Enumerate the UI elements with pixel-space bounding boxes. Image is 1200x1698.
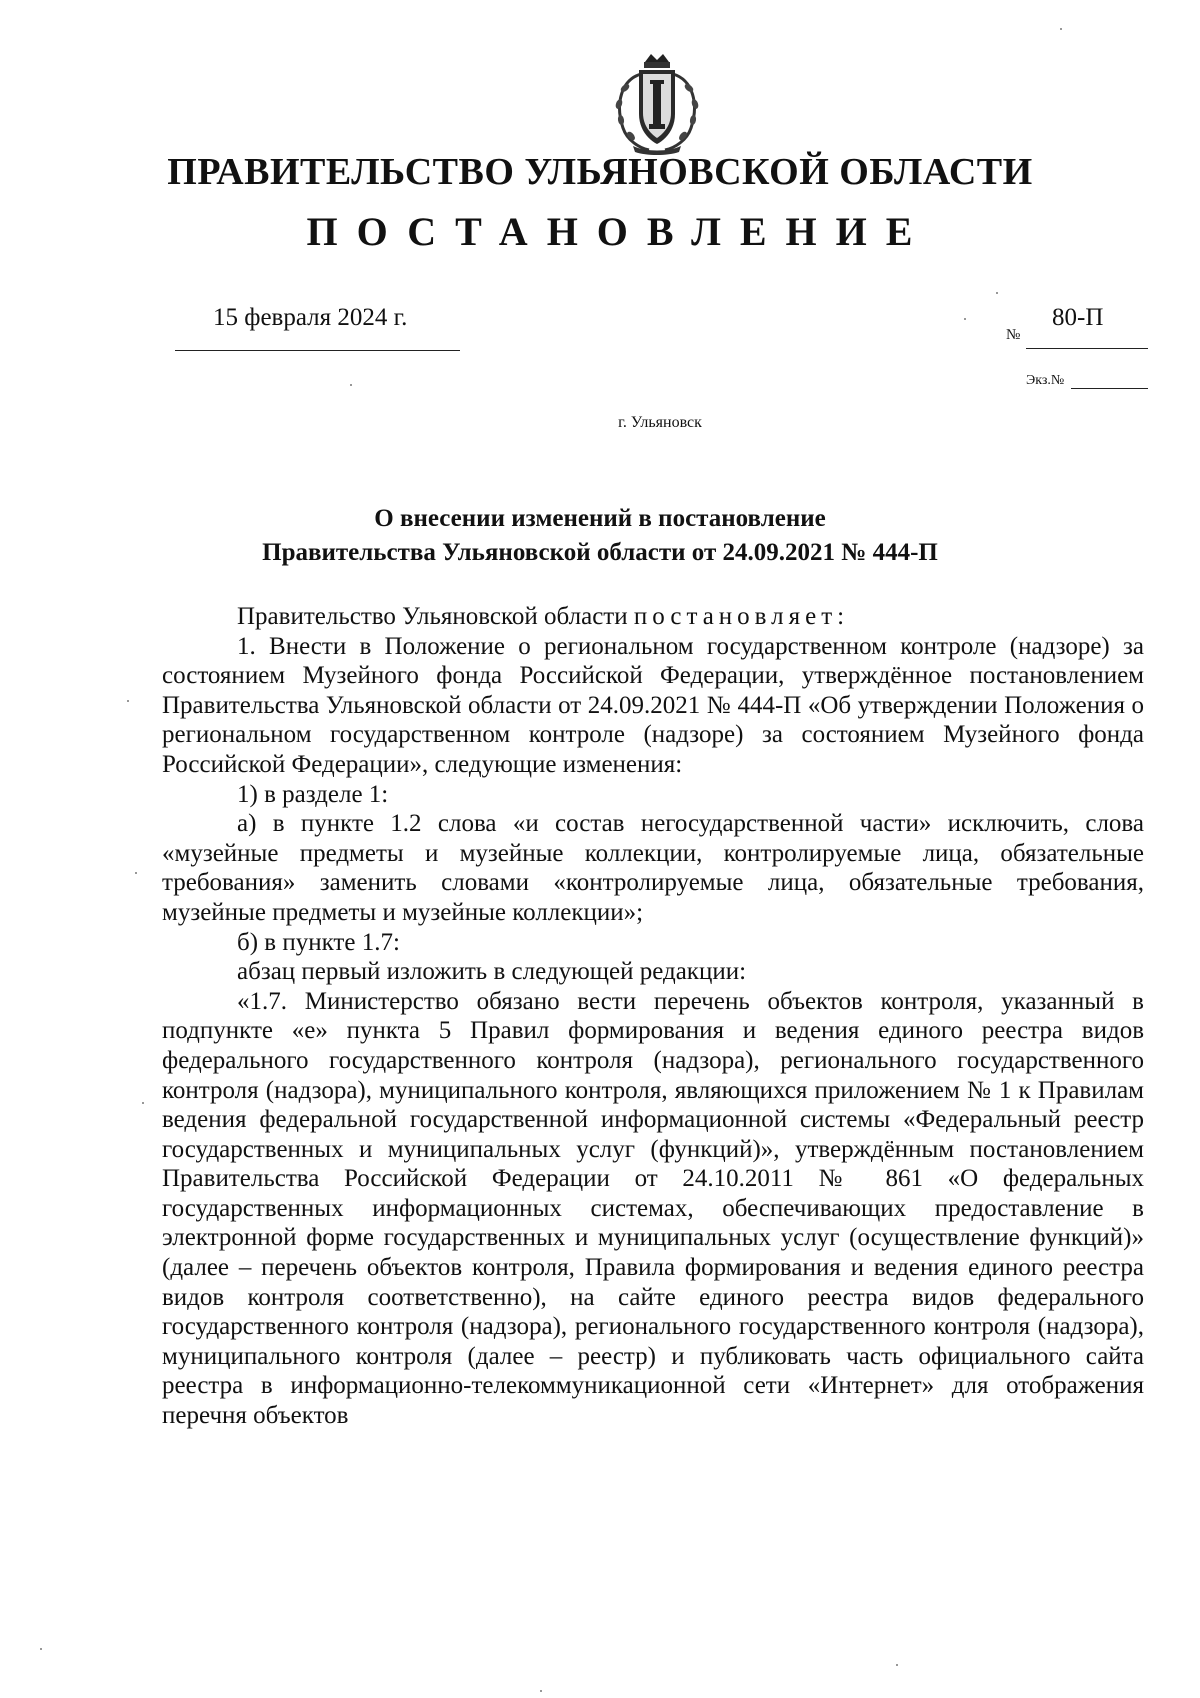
subject-line-2: Правительства Ульяновской области от 24.09.2021 № 444-П: [262, 539, 938, 566]
resolves-paragraph: [162, 602, 1144, 632]
scan-speck: [127, 700, 129, 702]
scan-speck: [142, 1102, 144, 1104]
scan-speck: [964, 318, 966, 320]
scan-speck: [135, 872, 137, 874]
paragraph-item-a: а) в пункте 1.2 слова «и состав негосударственной части» исключить, слова «музейные предметы и музейные коллекции, контролируемые лица, обязательные требования» заменить словами «контролируемые лица, обязательные требования, музейные предметы и музейные коллекции»;: [162, 810, 1144, 926]
resolves-word: постановляет: [633, 603, 838, 630]
document-subject: [0, 502, 1200, 570]
organization-title: ПРАВИТЕЛЬСТВО УЛЬЯНОВСКОЙ ОБЛАСТИ: [167, 151, 1033, 193]
scan-speck: [350, 384, 352, 386]
paragraph-section-1: 1) в разделе 1:: [237, 780, 389, 808]
number-sign: №: [1006, 327, 1021, 343]
paragraph-abzac: абзац первый изложить в следующей редакции:: [237, 958, 747, 986]
date-underline: [175, 350, 460, 351]
number-underline: [1026, 348, 1148, 349]
paragraph-item-b: б) в пункте 1.7:: [237, 928, 400, 956]
copy-number-underline: [1071, 388, 1148, 389]
paragraph-1-7: «1.7. Министерство обязано вести перечень объектов контроля, указанный в подпункте «е» пункта 5 Правил формирования и ведения единого реестра видов федерального государственного контроля (надзора), регионального государственного контроля (надзора), муниципального контроля, являющихся приложением № 1 к Правилам ведения федеральной государственной информационной системы «Федеральный реестр государственных и муниципальных услуг (функций)», утверждённым постановлением Правительства Российской Федерации от 24.10.2011 № 861 «О федеральных государственных информационных системах, обеспечивающих предоставление в электронной форме государственных и муниципальных услуг (осуществление функций)» (далее – перечень объектов контроля, Правила формирования и ведения единого реестра видов контроля соответственно), на сайте единого реестра видов федерального государственного контроля (надзора), регионального государственного контроля (надзора), муниципального контроля (далее – реестр) и публиковать часть официального сайта реестра в информационно-телекоммуникационной сети «Интернет» для отображения перечня объектов: [162, 987, 1144, 1430]
coat-of-arms-icon: [609, 52, 705, 156]
paragraph-1: 1. Внести в Положение о региональном государственном контроле (надзоре) за состоянием Музейного фонда Российской Федерации, утверждённое постановлением Правительства Ульяновской области от 24.09.2021 № 444-П «Об утверждении Положения о региональном государственном контроле (надзоре) за состоянием Музейного фонда Российской Федерации», следующие изменения:: [162, 632, 1144, 778]
document-body: [162, 602, 1144, 1431]
scan-speck: [540, 1690, 542, 1692]
scan-speck: [1060, 28, 1062, 30]
subject-line-1: О внесении изменений в постановление: [374, 505, 826, 532]
scan-speck: [40, 1648, 42, 1650]
city-name: г. Ульяновск: [618, 414, 702, 431]
resolves-prefix: Правительство Ульяновской области: [237, 603, 634, 630]
document-date: 15 февраля 2024 г.: [213, 304, 408, 331]
copy-number-label: Экз.№: [1026, 373, 1065, 388]
resolves-suffix: :: [837, 603, 845, 630]
scan-speck: [996, 292, 998, 294]
scan-speck: [896, 1664, 898, 1666]
document-type-title: ПОСТАНОВЛЕНИЕ: [306, 209, 932, 254]
document-number: 80-П: [1052, 304, 1104, 331]
